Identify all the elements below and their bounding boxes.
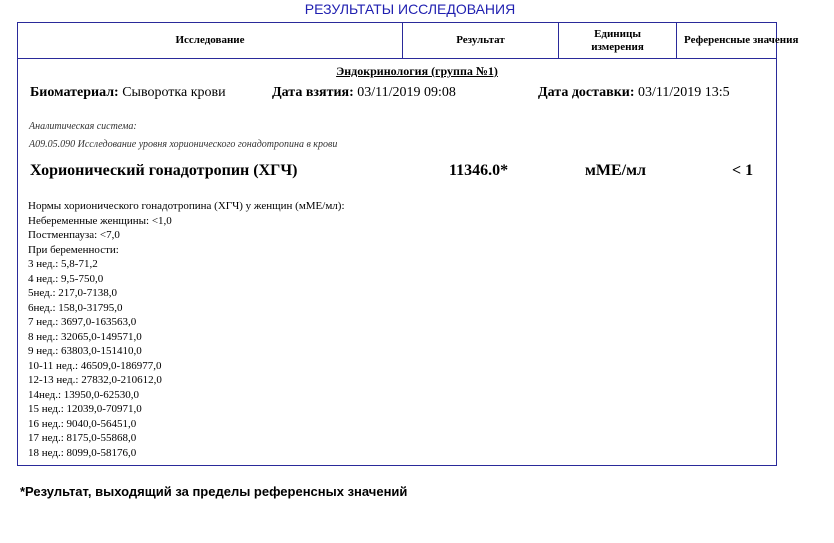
norms-line: 6нед.: 158,0-31795,0 (28, 301, 123, 314)
test-units: мМЕ/мл (585, 162, 646, 179)
header-reference: Референсные значения (684, 34, 799, 46)
norms-line: 9 нед.: 63803,0-151410,0 (28, 345, 142, 357)
header-units: Единицы измерения (591, 27, 644, 53)
norms-line: 4 нед.: 9,5-750,0 (28, 272, 104, 285)
biomaterial-label: Биоматериал: (30, 85, 119, 100)
norms-line: Небеременные женщины: <1,0 (28, 214, 172, 227)
analytic-system: Аналитическая система: (29, 121, 137, 132)
study-code: A09.05.090 Исследование уровня хорионического гонадотропина в крови (29, 139, 338, 150)
norms-line: 18 нед.: 8099,0-58176,0 (28, 446, 137, 459)
document-title: РЕЗУЛЬТАТЫ ИССЛЕДОВАНИЯ (304, 1, 516, 17)
norms-list (28, 199, 345, 460)
biomaterial (30, 85, 226, 101)
norms-line: 14нед.: 13950,0-62530,0 (28, 388, 139, 401)
date-taken-value: 03/11/2019 09:08 (357, 85, 456, 100)
test-result: 11346.0* (449, 162, 509, 179)
footnote: *Результат, выходящий за пределы референсных значений (20, 484, 408, 499)
header-result: Результат (456, 34, 505, 46)
test-reference: < 1 (732, 162, 754, 179)
norms-line: 7 нед.: 3697,0-163563,0 (28, 316, 137, 328)
date-taken-label: Дата взятия: (272, 85, 354, 100)
table-header (17, 22, 799, 59)
norms-line: 10-11 нед.: 46509,0-186977,0 (28, 359, 162, 372)
norms-line: При беременности: (28, 243, 119, 256)
date-taken (272, 85, 456, 101)
norms-line: 16 нед.: 9040,0-56451,0 (28, 417, 137, 430)
date-delivery (538, 85, 730, 101)
norms-line: 15 нед.: 12039,0-70971,0 (28, 403, 142, 415)
date-delivery-value: 03/11/2019 13:5 (638, 85, 730, 100)
date-delivery-label: Дата доставки: (538, 85, 635, 100)
header-study: Исследование (175, 34, 245, 46)
norms-line: 17 нед.: 8175,0-55868,0 (28, 432, 137, 444)
norms-line: Постменпауза: <7,0 (28, 229, 120, 241)
norms-line: 12-13 нед.: 27832,0-210612,0 (28, 374, 162, 386)
biomaterial-value: Сыворотка крови (122, 85, 226, 100)
norms-line: 3 нед.: 5,8-71,2 (28, 258, 98, 270)
norms-line: Нормы хорионического гонадотропина (ХГЧ) у женщин (мМЕ/мл): (28, 200, 345, 212)
norms-line: 5нед.: 217,0-7138,0 (28, 287, 117, 299)
section-title: Эндокринология (группа №1) (336, 64, 498, 78)
test-name: Хорионический гонадотропин (ХГЧ) (30, 162, 298, 179)
norms-line: 8 нед.: 32065,0-149571,0 (28, 330, 142, 343)
